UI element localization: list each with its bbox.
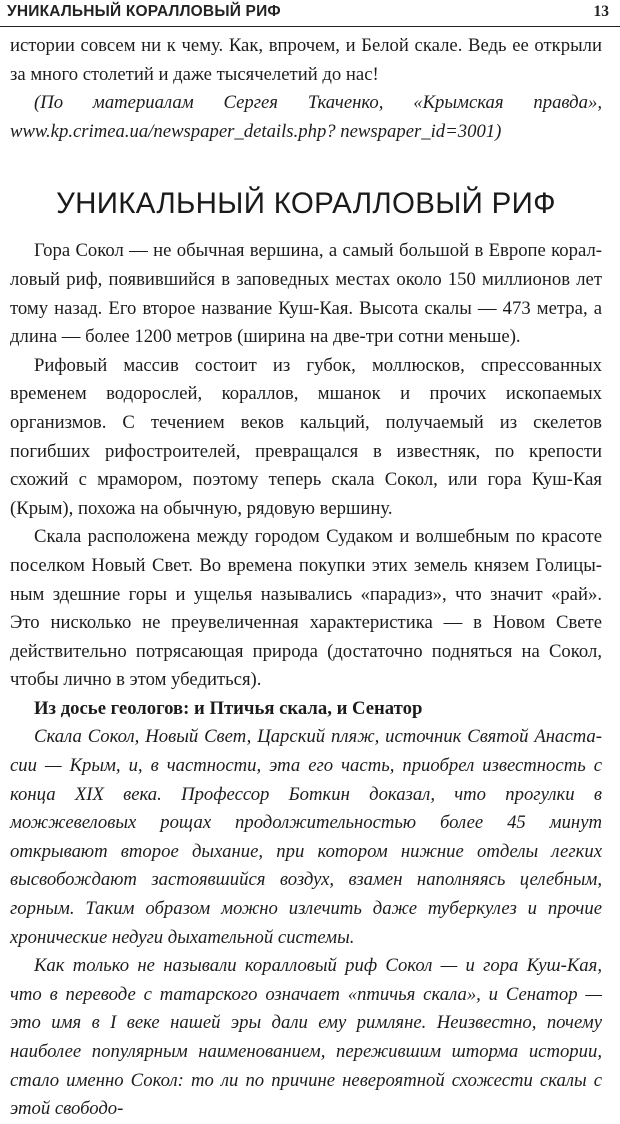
page-number: 13 [593, 3, 609, 20]
dossier-paragraph: Как только не называли коралловый риф Сокол — и гора Куш-Кая, что в переводе с татарского означает «птичья скала», и Сенатор — это имя в I веке нашей эры дали ему римляне. Неизвестно, почему наиболее популярным наименованием, пережившим шторма истории, стало именно Сокол: то ли по причине невероятной схожести скалы с этой свободо- [10, 955, 602, 1120]
body-paragraph: Рифовый массив состоит из губок, моллюсков, спрессованных временем водорослей, кораллов, мшанок и прочих ископаемых организмов. С течением веков кальций, получаемый из скелетов погибших рифостроителей, превращался в известняк, по крепости схожий с мрамором, поэтому теперь скала Сокол, или гора Куш-Кая (Крым), похожа на обычную, рядовую вершину. [10, 354, 602, 519]
source-citation: (По материалам Сергея Ткаченко, «Крымская правда», www.kp.crimea.ua/newspaper_details.php? newspaper_id=3001) [10, 92, 602, 142]
dossier-heading: Из досье геологов: и Птичья скала, и Сенатор [34, 697, 423, 719]
page-body [10, 32, 602, 1124]
body-paragraph: Скала расположена между городом Судаком и волшебным по красоте поселком Новый Свет. Во времена покупки этих земель князем Голицыным здешние горы и ущелья назывались «парадиз», что значит «рай». Это нисколько не преувеличенная характеристика — в Новом Свете действительно потрясающая природа (достаточно подняться на Сокол, чтобы лично в этом убедиться). [10, 526, 602, 691]
section-title: УНИКАЛЬНЫЙ КОРАЛЛОВЫЙ РИФ [56, 187, 556, 221]
running-title: УНИКАЛЬНЫЙ КОРАЛЛОВЫЙ РИФ [7, 3, 281, 20]
dossier-paragraph: Скала Сокол, Новый Свет, Царский пляж, источник Святой Анастасии — Крым, и, в частности, эта его часть, приобрел известность с конца XIX века. Профессор Боткин доказал, что прогулки в можжевеловых рощах продолжительностью более 45 минут открывают второе дыхание, при котором нижние отделы легких высвобождают застоявшийся воздух, взамен наполняясь целебным, горным. Таким образом можно излечить даже туберкулез и прочие хронические недуги дыхательной системы. [10, 726, 602, 948]
intro-paragraph: истории совсем ни к чему. Как, впрочем, и Белой скале. Ведь ее открыли за много столетий и даже тысячелетий до нас! [10, 35, 602, 85]
running-header [0, 0, 620, 27]
body-paragraph: Гора Сокол — не обычная вершина, а самый большой в Европе коралловый риф, появившийся в заповедных местах около 150 миллионов лет тому назад. Его второе название Куш-Кая. Высота скалы — 473 метра, а длина — более 1200 метров (ширина на две-три сотни меньше). [10, 240, 602, 348]
